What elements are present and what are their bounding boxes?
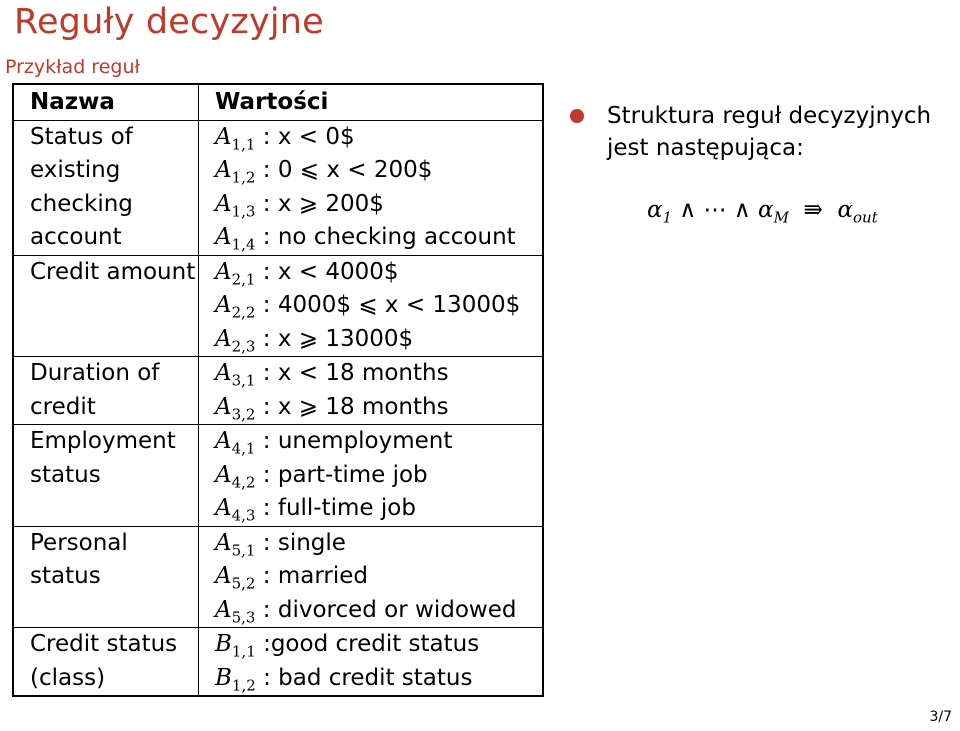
attribute-name: Credit status (class) bbox=[13, 628, 199, 697]
attribute-values bbox=[199, 628, 544, 697]
value-item bbox=[215, 256, 542, 290]
value-text: : bad credit status bbox=[263, 664, 473, 691]
value-index: 3,1 bbox=[231, 371, 256, 390]
table-header-row bbox=[13, 84, 543, 120]
value-item bbox=[215, 357, 542, 391]
table-row bbox=[13, 425, 543, 527]
value-index: 5,3 bbox=[231, 608, 256, 627]
formula-alpha-m: α bbox=[758, 197, 774, 223]
value-index: 2,3 bbox=[231, 337, 256, 356]
value-item bbox=[215, 594, 542, 628]
formula-conjunction: ∧ ⋯ ∧ bbox=[679, 197, 751, 223]
value-index: 1,1 bbox=[231, 135, 256, 154]
value-item bbox=[215, 425, 542, 459]
value-index: 2,1 bbox=[231, 270, 256, 289]
value-text: : 4000$ ⩽ x < 13000$ bbox=[262, 292, 521, 318]
value-text: :good credit status bbox=[263, 631, 480, 657]
value-text: : x < 18 months bbox=[262, 360, 449, 386]
value-index: 1,2 bbox=[231, 676, 256, 695]
value-variable: A bbox=[215, 325, 232, 352]
formula-implies: ⇛ bbox=[803, 197, 823, 223]
value-variable: A bbox=[215, 360, 232, 386]
value-index: 5,1 bbox=[231, 541, 256, 560]
rules-body bbox=[13, 120, 543, 696]
value-item bbox=[215, 188, 542, 222]
value-text: : divorced or widowed bbox=[262, 596, 517, 623]
value-variable: A bbox=[215, 563, 232, 589]
value-variable: A bbox=[215, 596, 232, 623]
rule-structure-formula bbox=[647, 197, 878, 227]
value-item bbox=[215, 560, 542, 594]
bullet-dot-icon bbox=[570, 109, 584, 123]
value-text: : 0 ⩽ x < 200$ bbox=[262, 157, 433, 183]
value-item bbox=[215, 459, 542, 493]
value-index: 2,2 bbox=[231, 303, 256, 322]
value-index: 1,4 bbox=[231, 235, 256, 254]
value-text: : x ⩾ 200$ bbox=[262, 190, 384, 217]
value-item bbox=[215, 391, 542, 425]
attribute-values bbox=[199, 526, 544, 628]
value-item bbox=[215, 121, 542, 155]
rules-table bbox=[12, 83, 544, 697]
value-variable: B bbox=[215, 631, 232, 657]
bullet-text: Struktura reguł decyzyjnych jest następująca: bbox=[607, 103, 932, 161]
formula-alpha-1-sub: 1 bbox=[662, 208, 673, 227]
header-values: Wartości bbox=[215, 89, 329, 115]
value-variable: A bbox=[215, 190, 232, 217]
value-variable: A bbox=[215, 157, 232, 183]
value-text: : single bbox=[262, 529, 346, 556]
value-item bbox=[215, 492, 542, 526]
value-variable: A bbox=[215, 393, 232, 420]
formula-alpha-out-sub: out bbox=[853, 208, 878, 227]
attribute-name: Duration of credit bbox=[13, 357, 199, 425]
value-text: : x ⩾ 13000$ bbox=[262, 325, 414, 352]
attribute-values bbox=[199, 425, 544, 527]
attribute-values bbox=[199, 357, 544, 425]
value-item bbox=[215, 628, 542, 662]
formula-alpha-out: α bbox=[837, 197, 853, 223]
value-index: 3,2 bbox=[231, 405, 256, 424]
value-index: 1,2 bbox=[231, 168, 256, 187]
value-variable: A bbox=[215, 461, 232, 488]
value-text: : x ⩾ 18 months bbox=[262, 393, 449, 420]
value-index: 4,3 bbox=[231, 506, 256, 525]
value-variable: A bbox=[215, 495, 232, 521]
value-text: : x < 4000$ bbox=[262, 258, 399, 285]
table-row bbox=[13, 628, 543, 697]
slide-subtitle: Przykład reguł bbox=[5, 56, 140, 78]
header-name: Nazwa bbox=[13, 84, 199, 120]
attribute-name: Employment status bbox=[13, 425, 199, 527]
attribute-name: Credit amount bbox=[13, 255, 199, 357]
table-row bbox=[13, 120, 543, 255]
slide-title: Reguły decyzyjne bbox=[14, 2, 324, 42]
bullet-item bbox=[570, 100, 950, 164]
value-variable: A bbox=[215, 529, 232, 556]
value-text: : unemployment bbox=[262, 428, 453, 454]
page-number: 3/7 bbox=[929, 709, 952, 725]
value-text: : full-time job bbox=[262, 495, 416, 521]
value-index: 4,2 bbox=[231, 473, 256, 492]
attribute-values bbox=[199, 120, 544, 255]
value-text: : married bbox=[262, 563, 369, 589]
formula-alpha-1: α bbox=[647, 197, 663, 223]
table-row bbox=[13, 255, 543, 357]
value-item bbox=[215, 323, 542, 357]
table-row bbox=[13, 357, 543, 425]
value-item bbox=[215, 289, 542, 323]
value-text: : no checking account bbox=[262, 224, 516, 250]
value-item bbox=[215, 527, 542, 561]
value-variable: A bbox=[215, 123, 232, 150]
value-text: : part-time job bbox=[262, 461, 428, 488]
value-variable: A bbox=[215, 428, 232, 454]
attribute-name: Status of existing checking account bbox=[13, 120, 199, 255]
value-item bbox=[215, 154, 542, 188]
value-text: : x < 0$ bbox=[262, 123, 355, 150]
attribute-values bbox=[199, 255, 544, 357]
value-variable: A bbox=[215, 292, 232, 318]
attribute-name: Personal status bbox=[13, 526, 199, 628]
value-item bbox=[215, 221, 542, 255]
value-item bbox=[215, 662, 542, 696]
value-variable: B bbox=[215, 664, 232, 691]
value-index: 4,1 bbox=[231, 439, 256, 458]
value-index: 1,3 bbox=[231, 202, 256, 221]
value-variable: A bbox=[215, 224, 232, 250]
value-index: 5,2 bbox=[231, 574, 256, 593]
table-row bbox=[13, 526, 543, 628]
formula-alpha-m-sub: M bbox=[773, 208, 789, 227]
value-variable: A bbox=[215, 258, 232, 285]
value-index: 1,1 bbox=[231, 642, 256, 661]
